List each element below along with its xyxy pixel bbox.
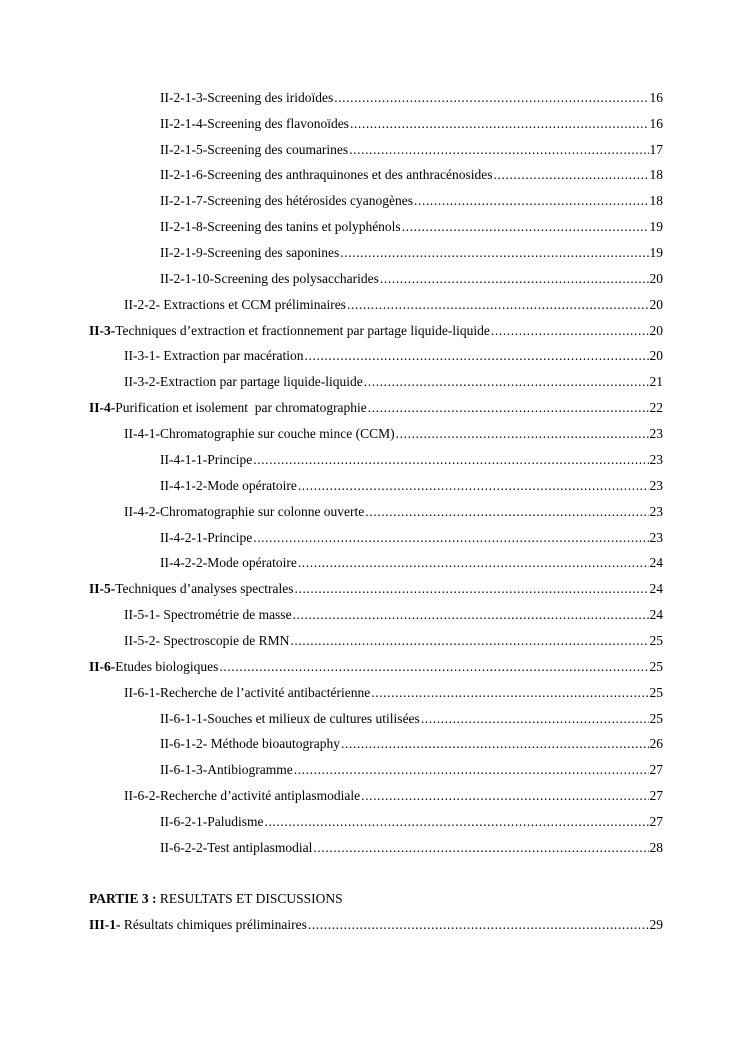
toc-entry-bioautography: [160, 735, 663, 753]
toc-page-number: 24: [649, 555, 663, 570]
dot-leader: [298, 554, 649, 572]
toc-entry-iii-1: [89, 916, 663, 934]
toc-entry-label: II-4-2-Chromatographie sur colonne ouverte: [124, 504, 365, 519]
toc-entry-colonne-mode: [160, 554, 663, 572]
toc-entry-paludisme: [160, 813, 663, 831]
toc-section-number: II-6-: [89, 659, 116, 674]
toc-page-number: 18: [649, 167, 663, 182]
dot-leader: [361, 787, 648, 805]
toc-entry-label: II-5-2- Spectroscopie de RMN: [124, 633, 290, 648]
toc-entry-label: II-5-Techniques d’analyses spectrales: [89, 581, 294, 596]
toc-page-number: 23: [649, 478, 663, 493]
part-3-prefix: PARTIE 3 :: [89, 891, 157, 906]
toc-entry-antibiogramme: [160, 761, 663, 779]
toc-section-number: II-3-: [89, 323, 116, 338]
toc-entry-label: II-2-1-3-Screening des iridoïdes: [160, 90, 334, 105]
toc-page-number: 17: [649, 142, 663, 157]
dot-leader: [313, 839, 648, 857]
dot-leader: [380, 270, 649, 288]
toc-page-number: 21: [649, 374, 663, 389]
toc-section-number: II-5-: [89, 581, 116, 596]
dot-leader: [368, 399, 649, 417]
toc-section-number: II-4-: [89, 400, 116, 415]
toc-page-number: 25: [649, 711, 663, 726]
toc-entry-masse: [124, 606, 663, 624]
toc-entry-colonne: [124, 503, 663, 521]
toc-entry-label: II-2-1-9-Screening des saponines: [160, 245, 340, 260]
dot-leader: [298, 477, 649, 495]
dot-leader: [294, 761, 649, 779]
toc-entry-label: II-6-Etudes biologiques: [89, 659, 219, 674]
dot-leader: [293, 606, 649, 624]
toc-entry-anthraquinones: [160, 166, 663, 184]
toc-page-number: 20: [649, 348, 663, 363]
toc-entry-label: II-4-1-2-Mode opératoire: [160, 478, 297, 493]
toc-entry-iridoides: [160, 89, 663, 107]
toc-entry-flavonoides: [160, 115, 663, 133]
dot-leader: [494, 166, 649, 184]
toc-entry-ccm-principe: [160, 451, 663, 469]
toc-entry-antibacterienne: [124, 684, 663, 702]
toc-entry-label: II-3-1- Extraction par macération: [124, 348, 304, 363]
toc-page-number: 20: [649, 271, 663, 286]
toc-entry-antiplasmodiale: [124, 787, 663, 805]
dot-leader: [290, 632, 648, 650]
toc-page-number: 23: [649, 452, 663, 467]
toc-page-number: 18: [649, 193, 663, 208]
toc-entry-label: II-2-1-7-Screening des hétérosides cyanogènes: [160, 193, 414, 208]
dot-leader: [253, 529, 648, 547]
toc-entry-label: II-6-2-Recherche d’activité antiplasmodiale: [124, 788, 361, 803]
toc-entry-test-antiplasmodial: [160, 839, 663, 857]
toc-entry-label: II-6-1-3-Antibiogramme: [160, 762, 293, 777]
toc-entry-polysaccharides: [160, 270, 663, 288]
toc-page-number: 23: [649, 530, 663, 545]
dot-leader: [371, 684, 648, 702]
toc-entry-label: II-6-1-Recherche de l’activité antibactérienne: [124, 685, 371, 700]
toc-entry-label: II-2-1-4-Screening des flavonoïdes: [160, 116, 349, 131]
toc-entry-label: II-4-1-1-Principe: [160, 452, 253, 467]
toc-entry-maceration: [124, 347, 663, 365]
dot-leader: [349, 141, 648, 159]
dot-leader: [364, 373, 649, 391]
toc-entry-saponines: [160, 244, 663, 262]
toc-entry-label: II-6-1-1-Souches et milieux de cultures utilisées: [160, 711, 420, 726]
toc-entry-partage: [124, 373, 663, 391]
toc-page-number: 23: [649, 504, 663, 519]
dot-leader: [396, 425, 649, 443]
toc-entry-label: II-6-1-2- Méthode bioautography: [160, 736, 340, 751]
dot-leader: [295, 580, 649, 598]
toc-entry-label: II-3-Techniques d’extraction et fractionnement par partage liquide-liquide: [89, 323, 490, 338]
dot-leader: [421, 710, 649, 728]
toc-entry-label: II-2-1-6-Screening des anthraquinones et des anthracénosides: [160, 167, 493, 182]
toc-page-number: 27: [649, 814, 663, 829]
toc-entry-label: II-4-Purification et isolement par chromatographie: [89, 400, 367, 415]
toc-page-number: 27: [649, 788, 663, 803]
toc-page-number: 22: [649, 400, 663, 415]
toc-entry-ii-4: [89, 399, 663, 417]
dot-leader: [491, 322, 649, 340]
toc-entry-colonne-principe: [160, 529, 663, 547]
toc-entry-ccm-mode: [160, 477, 663, 495]
toc-entry-label: III-1- Résultats chimiques préliminaires: [89, 917, 307, 932]
toc-entry-label: II-4-1-Chromatographie sur couche mince (CCM): [124, 426, 395, 441]
toc-entry-label: II-2-2- Extractions et CCM préliminaires: [124, 297, 346, 312]
toc-entry-label: II-6-2-2-Test antiplasmodial: [160, 840, 313, 855]
toc-page-number: 24: [649, 607, 663, 622]
dot-leader: [305, 347, 649, 365]
toc-entry-ii-3: [89, 322, 663, 340]
dot-leader: [334, 89, 648, 107]
dot-leader: [402, 218, 649, 236]
dot-leader: [264, 813, 648, 831]
toc-page-number: 24: [649, 581, 663, 596]
dot-leader: [340, 244, 648, 262]
toc-page-number: 27: [649, 762, 663, 777]
toc-entry-coumarines: [160, 141, 663, 159]
toc-entry-ccm: [124, 425, 663, 443]
toc-entry-label: II-6-2-1-Paludisme: [160, 814, 264, 829]
toc-entry-label: II-2-1-8-Screening des tanins et polyphénols: [160, 219, 401, 234]
toc-page-number: 20: [649, 297, 663, 312]
toc-entry-souches: [160, 710, 663, 728]
toc-entry-label: II-4-2-1-Principe: [160, 530, 253, 545]
toc-entry-label: II-3-2-Extraction par partage liquide-liquide: [124, 374, 363, 389]
toc-section-number: III-1-: [89, 917, 121, 932]
toc-entry-label: II-4-2-2-Mode opératoire: [160, 555, 297, 570]
toc-page-number: 19: [649, 245, 663, 260]
toc-page-number: 19: [649, 219, 663, 234]
toc-entry-heterosides: [160, 192, 663, 210]
toc-page-number: 29: [649, 917, 663, 932]
dot-leader: [308, 916, 649, 934]
toc-page-number: 20: [649, 323, 663, 338]
toc-page-number: 23: [649, 426, 663, 441]
toc-entry-ii-6: [89, 658, 663, 676]
dot-leader: [414, 192, 648, 210]
toc-page-number: 25: [649, 633, 663, 648]
toc-page-number: 25: [649, 685, 663, 700]
dot-leader: [350, 115, 649, 133]
part-3-heading: [89, 890, 343, 908]
toc-entry-ii-5: [89, 580, 663, 598]
dot-leader: [347, 296, 649, 314]
toc-page-number: 25: [649, 659, 663, 674]
toc-entry-label: II-2-1-5-Screening des coumarines: [160, 142, 349, 157]
toc-entry-rmn: [124, 632, 663, 650]
toc-entry-label: II-2-1-10-Screening des polysaccharides: [160, 271, 379, 286]
toc-page-number: 16: [649, 116, 663, 131]
dot-leader: [341, 735, 649, 753]
toc-page-number: 26: [649, 736, 663, 751]
toc-page-number: 28: [649, 840, 663, 855]
toc-entry-extractions-ccm: [124, 296, 663, 314]
dot-leader: [219, 658, 648, 676]
dot-leader: [365, 503, 648, 521]
toc-page-number: 16: [649, 90, 663, 105]
part-3-title: RESULTATS ET DISCUSSIONS: [156, 891, 343, 906]
toc-entry-tanins: [160, 218, 663, 236]
toc-entry-label: II-5-1- Spectrométrie de masse: [124, 607, 292, 622]
dot-leader: [253, 451, 648, 469]
